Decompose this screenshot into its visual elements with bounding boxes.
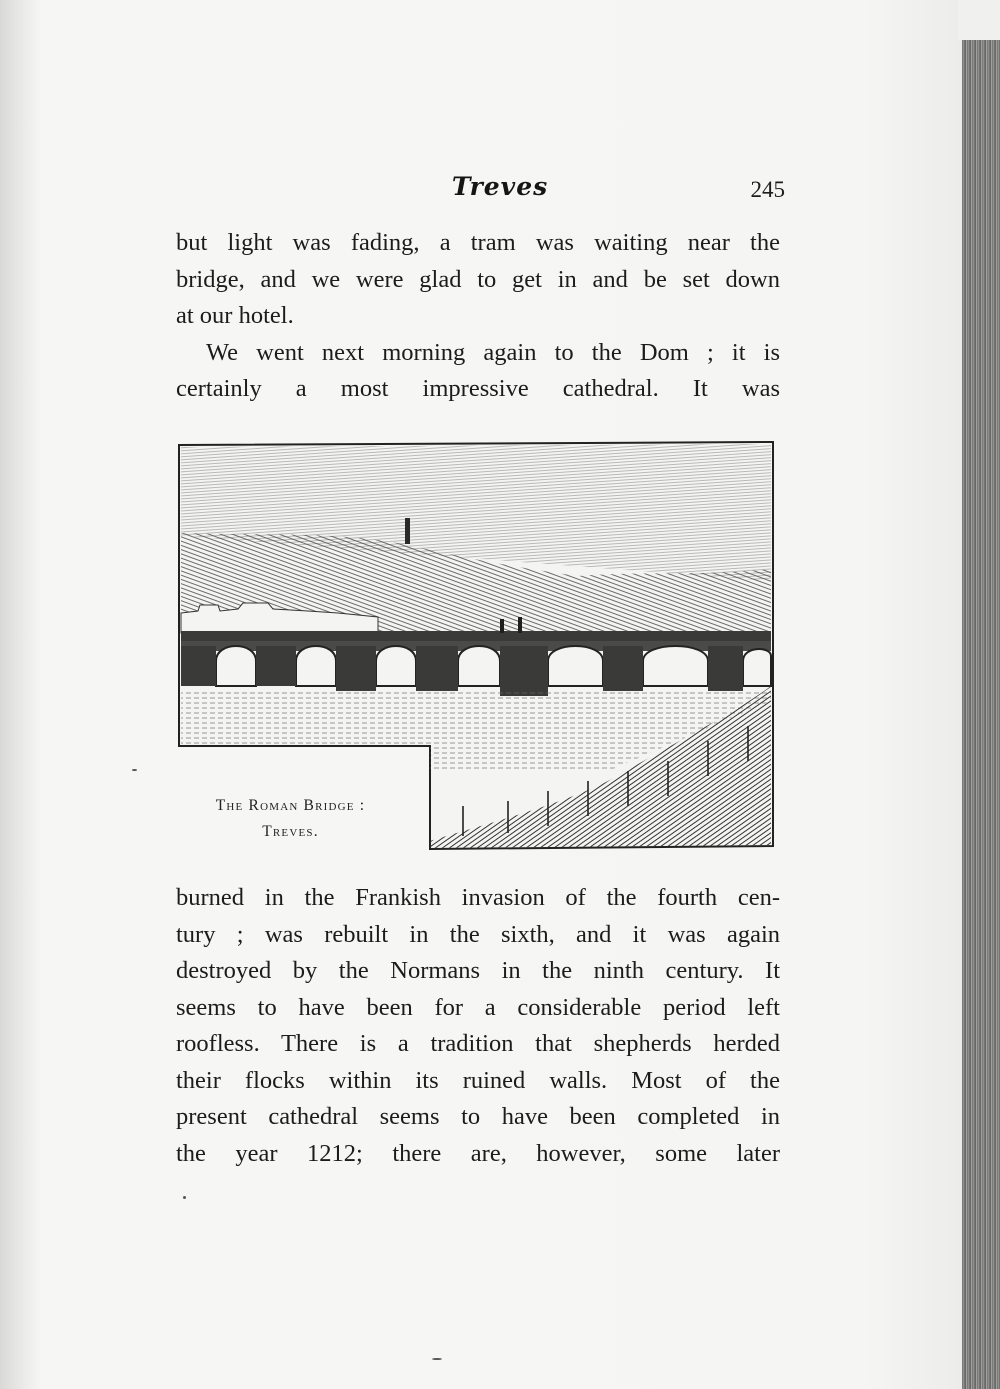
caption-line: The Roman Bridge : [215, 797, 366, 814]
text-line: but light was fading, a tram was waiting near the [176, 229, 780, 256]
print-speck [183, 1196, 186, 1199]
text-line: the year 1212; there are, however, some later [176, 1139, 780, 1167]
gutter-shadow [0, 0, 42, 1389]
text-line: at our hotel. [176, 302, 294, 329]
print-speck [432, 1358, 442, 1360]
paragraph-top [176, 225, 780, 408]
text-line: destroyed by the Normans in the ninth century. It [176, 957, 780, 984]
text-line: tury ; was rebuilt in the sixth, and it was again [176, 920, 780, 948]
text-line: their flocks within its ruined walls. Most of the [176, 1066, 780, 1094]
text-line: We went next morning again to the Dom ; it is [206, 338, 780, 366]
text-line: burned in the Frankish invasion of the fourth cen- [176, 884, 780, 911]
page-edge-top [958, 0, 1000, 40]
running-title: Treves [451, 172, 549, 201]
engraving-roman-bridge-illustration [178, 441, 775, 851]
roman-bridge-figure [178, 441, 775, 851]
page-edge-stack [962, 0, 1000, 1389]
text-line: bridge, and we were glad to get in and be set down [176, 265, 780, 293]
text-line: seems to have been for a considerable period left [176, 993, 780, 1021]
figure-caption [183, 793, 398, 845]
print-speck [132, 769, 137, 771]
paragraph-bottom [176, 880, 780, 1172]
text-line: roofless. There is a tradition that shepherds herded [176, 1030, 780, 1057]
caption-line: Treves. [262, 823, 319, 840]
text-line: certainly a most impressive cathedral. It was [176, 375, 780, 402]
page-number: 245 [750, 177, 785, 202]
text-line: present cathedral seems to have been completed in [176, 1103, 780, 1130]
